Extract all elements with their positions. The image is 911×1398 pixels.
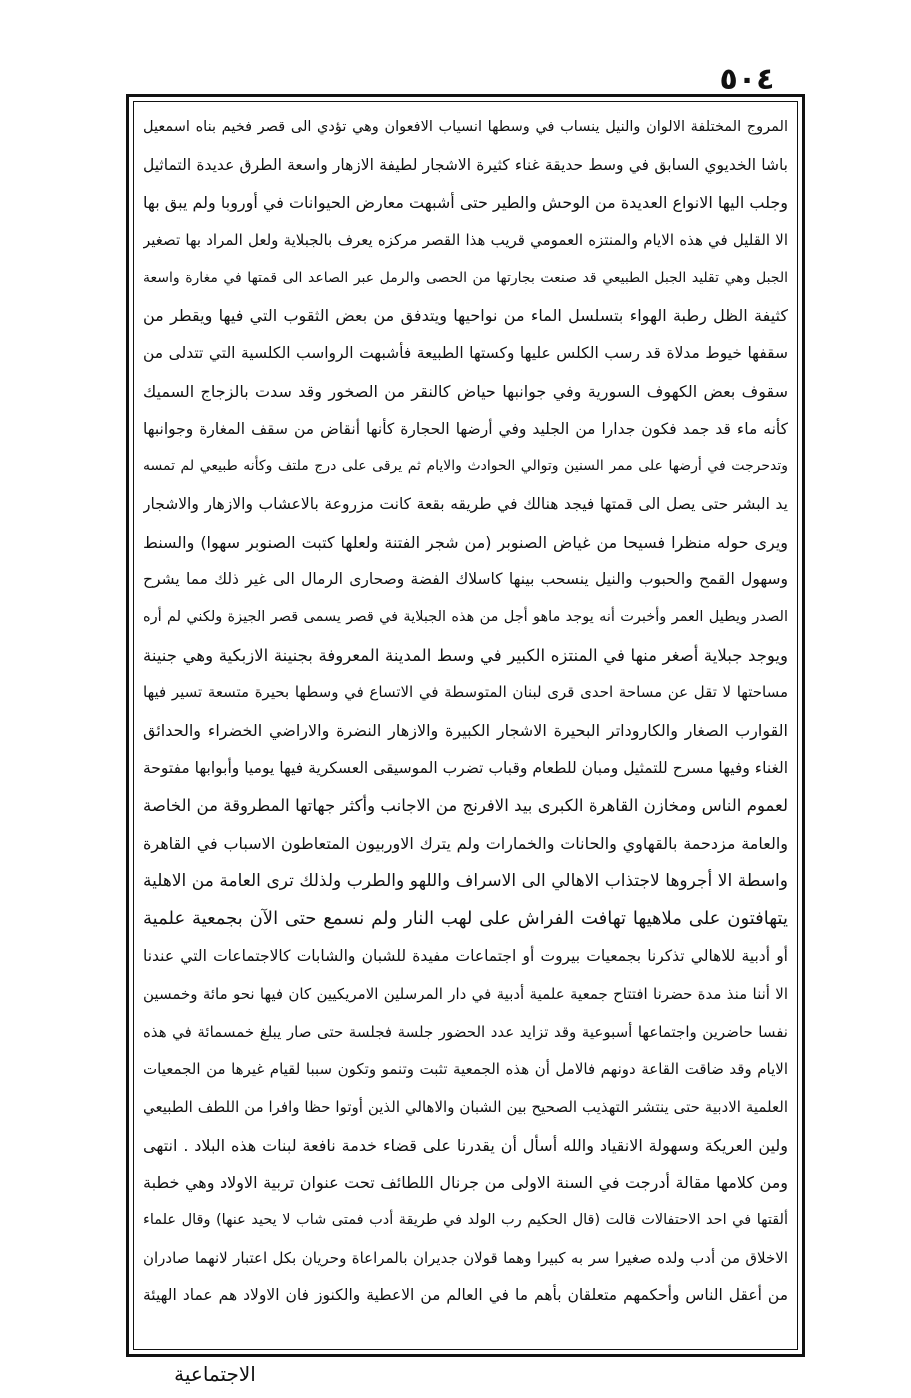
text-line: كثيفة الظل رطبة الهواء بتسلسل الماء من نواحيها ويتدفق من بعض الثقوب التي فيها ويقطر من <box>143 306 788 326</box>
text-line: لعموم الناس ومخازن القاهرة الكبرى بيد الافرنج من الاجانب وأكثر جهاتها المطروقة من الخاصة <box>143 796 788 816</box>
text-line: المروج المختلفة الالوان والنيل ينساب في وسطها انسياب الافعوان وهي تؤدي الى قصر فخيم بناه اسمعيل <box>143 119 788 135</box>
text-line: أو أدبية للاهالي تذكرنا بجمعيات بيروت أو اجتماعات مفيدة للشبان والشابات كالاجتماعات التي عندنا <box>143 947 788 966</box>
text-line: الا القليل في هذه الايام والمنتزه العمومي قريب هذا القصر مركزه يعرف بالجبلاية ولعل المراد بها تصغير <box>143 231 788 250</box>
text-line: الغناء وفيها مسرح للتمثيل ومبان للطعام وقباب تضرب الموسيقى العسكرية فيها يوميا وأبوابها مفتوحة <box>143 758 788 777</box>
text-frame <box>126 94 805 1357</box>
text-line: كأنه ماء قد جمد فكون جدارا من الجليد وفي أرضها الحجارة كأنها أنقاض من سقف المغارة وجوانبها <box>143 419 788 438</box>
text-line: يد البشر حتى يصل الى قمتها فيجد هنالك في طريقه بقعة كانت مزروعة بالاعشاب والازهار والاشجار <box>143 494 788 513</box>
text-line: وجلب اليها الانواع العديدة من الوحش والطير حتى أشبهت معارض الحيوانات في أوروبا ولم يبق بها <box>143 193 788 213</box>
text-line: ويرى حوله منظرا فسيحا من غياض الصنوبر (من شجر الفتنة ولعلها كتبت الصنوبر سهوا) والسنط <box>143 532 788 552</box>
text-line: الجبل وهي تقليد الجبل الطبيعي قد صنعت بجارتها من الحصى والرمل عبر الصاعد الى قمتها في مغارة واسعة <box>143 269 788 286</box>
text-line: الاخلاق من أدب ولده صغيرا سر به كبيرا وهما قولان جديران بالمراعاة وحريان بكل اعتبار لانهما صادران <box>143 1248 788 1267</box>
text-line: والعامة مزدحمة بالقهاوي والحانات والخمارات ولم يترك الاوربيون المتعاطون الاسباب في القاهرة <box>143 834 788 854</box>
text-line: ألقتها في احد الاحتفالات قالت (قال الحكيم رب الولد في طريقة أدب فمتى شاب لا يحيد عنها) وقال علماء <box>143 1211 788 1228</box>
text-line: باشا الخديوي السابق في وسط حديقة غناء كثيرة الاشجار لطيفة الازهار واسعة الطرق عديدة التماثيل <box>143 155 788 174</box>
text-line: ويوجد جبلاية أصغر منها في المنتزه الكبير في وسط المدينة المعروفة بجنينة الازبكية وهي جنينة <box>143 645 788 665</box>
text-line: من أعقل الناس وأحكمهم متعلقان بأهم ما في العالم من الاعطية والكنوز فان الاولاد هم عماد الهيئة <box>143 1286 788 1305</box>
text-line: ولين العريكة وسهولة الانقياد والله أسأل أن يقدرنا على قضاء خدمة نافعة لبنات هذه البلاد . انتهى <box>143 1135 788 1155</box>
text-line: يتهافتون على ملاهيها تهافت الفراش على لهب النار ولم نسمع حتى الآن بجمعية علمية <box>143 908 788 930</box>
text-line: سقفها خيوط مدلاة قد رسب الكلس عليها وكستها الطبيعة فأشبهت الرواسب الكلسية التي تتدلى من <box>143 344 788 363</box>
text-line: واسطة الا أجروها لاجتذاب الاهالي الى الاسراف واللهو والطرب ولذلك ترى العامة من الاهلية <box>143 870 788 891</box>
text-line: ومن كلامها مقالة أدرجت في السنة الاولى من جرنال اللطائف تحت عنوان تربية الاولاد وهي خطبة <box>143 1173 788 1193</box>
text-line: القوارب الصغار والكاروداتر البحيرة الاشجار الكبيرة والازهار النضرة والاراضي الخضراء والحدائق <box>143 721 788 740</box>
text-line: مساحتها لا تقل عن مساحة احدى قرى لبنان المتوسطة في الاتساع في وسطها بحيرة متسعة تسير فيها <box>143 683 788 702</box>
text-line: الصدر ويطيل العمر وأخبرت أنه يوجد ماهو أجل من هذه الجبلاية في قصر يسمى قصر الجيزة ولكني لم أره <box>143 608 788 625</box>
text-line: وتدحرجت في أرضها على ممر السنين وتوالي الحوادث والايام ثم يرقى على درج ملتف وكأنه طبيعي لم تمسه <box>143 458 788 475</box>
catchword: الاجتماعية <box>174 1362 256 1386</box>
text-line: سقوف بعض الكهوف السورية وفي جوانبها حياض كالنقر من الصخور وقد سدت بالزجاج السميك <box>143 381 788 401</box>
body-text <box>143 109 788 1315</box>
text-line: نفسا حاضرين واجتماعها أسبوعية وقد تزايد عدد الحضور جلسة فجلسة حتى صار يبلغ خمسمائة في هذه <box>143 1022 788 1041</box>
text-line: وسهول القمح والحبوب والنيل ينسحب بينها كاسلاك الفضة وصحارى الرمال الى غير ذلك مما يشرح <box>143 570 788 589</box>
text-line: الايام وقد ضاقت القاعة دونهم فالامل أن هذه الجمعية تثبت وتنمو وتكون سببا لقيام غيرها من الجمعيات <box>143 1060 788 1079</box>
page-number: ٥٠٤ <box>719 62 775 97</box>
text-line: الا أننا منذ مدة حضرنا افتتاح جمعية علمية أدبية في دار المرسلين الامريكيين كان فيها نحو مائة وخمسين <box>143 984 788 1003</box>
text-line: العلمية الادبية حتى ينتشر التهذيب الصحيح بين الشبان والاهالي الذين أوتوا حظا وافرا من اللطف الطبيعي <box>143 1097 788 1116</box>
